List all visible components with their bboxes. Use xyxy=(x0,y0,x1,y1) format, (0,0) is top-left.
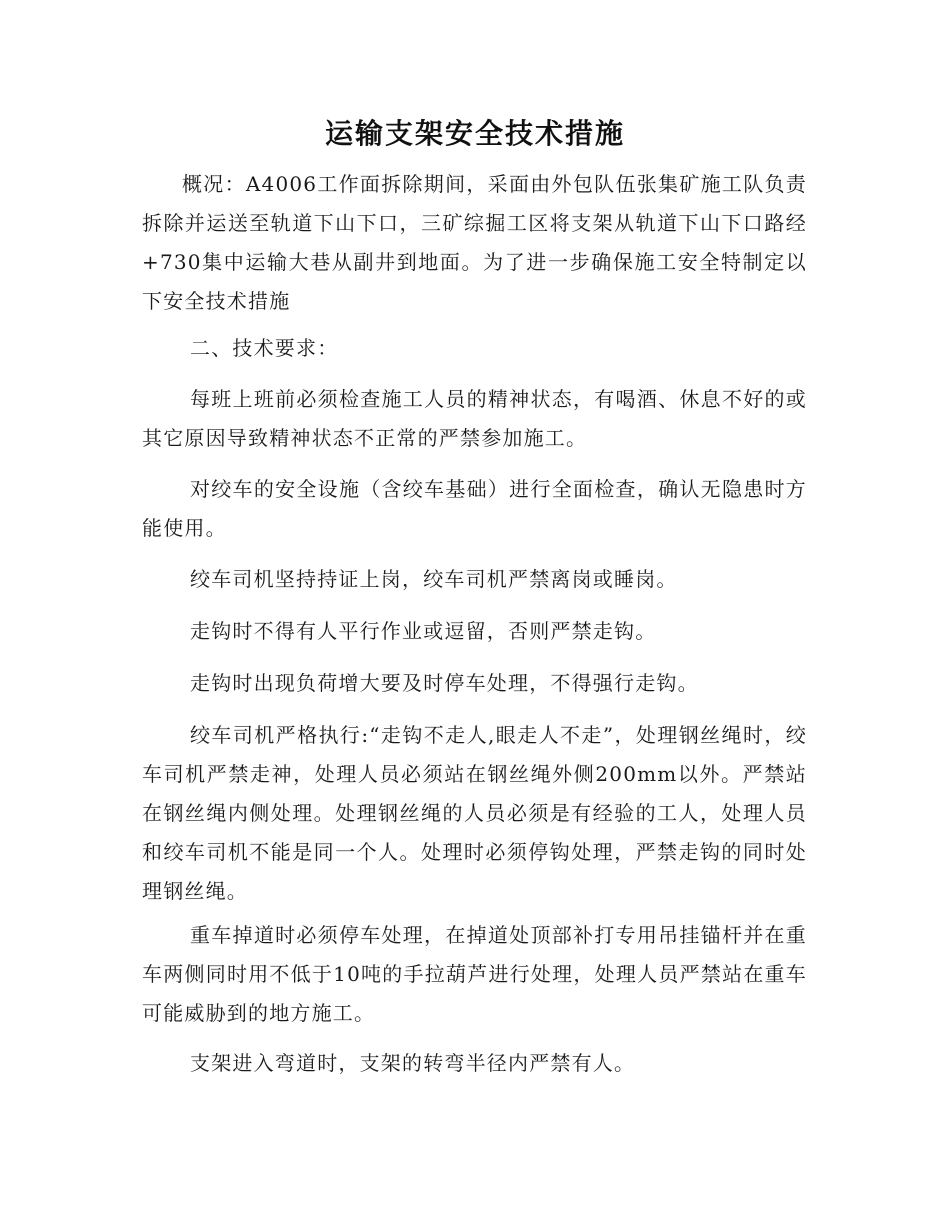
section-heading-technical-requirements: 二、技术要求： xyxy=(190,336,339,360)
document-title: 运输支架安全技术措施 xyxy=(324,117,625,150)
paragraph-requirement-3: 绞车司机坚持持证上岗，绞车司机严禁离岗或睡岗。 xyxy=(190,567,678,591)
paragraph-requirement-1: 每班上班前必须检查施工人员的精神状态，有喝酒、休息不好的或其它原因导致精神状态不正常的严禁参加施工。 xyxy=(142,387,807,450)
paragraph-requirement-2: 对绞车的安全设施（含绞车基础）进行全面检查，确认无隐患时方能使用。 xyxy=(142,477,807,540)
paragraph-requirement-8: 支架进入弯道时，支架的转弯半径内严禁有人。 xyxy=(190,1051,636,1075)
paragraph-requirement-7: 重车掉道时必须停车处理，在掉道处顶部补打专用吊挂锚杆并在重车两侧同时用不低于10吨的手拉葫芦进行处理，处理人员严禁站在重车可能威胁到的地方施工。 xyxy=(142,923,807,1025)
paragraph-requirement-6: 绞车司机严格执行:“走钩不走人,眼走人不走”，处理钢丝绳时，绞车司机严禁走神，处理人员必须站在钢丝绳外侧200mm以外。严禁站在钢丝绳内侧处理。处理钢丝绳的人员必须是有经验的工人，处理人员和绞车司机不能是同一个人。处理时必须停钩处理，严禁走钩的同时处理钢丝绳。 xyxy=(142,723,807,903)
paragraph-requirement-5: 走钩时出现负荷增大要及时停车处理，不得强行走钩。 xyxy=(190,671,699,695)
paragraph-overview: 概况：A4006工作面拆除期间，采面由外包队伍张集矿施工队负责拆除并运送至轨道下山下口，三矿综掘工区将支架从轨道下山下口路经+730集中运输大巷从副井到地面。为了进一步确保施工安全特制定以下安全技术措施 xyxy=(142,172,807,313)
paragraph-requirement-4: 走钩时不得有人平行作业或逗留，否则严禁走钩。 xyxy=(190,619,657,643)
